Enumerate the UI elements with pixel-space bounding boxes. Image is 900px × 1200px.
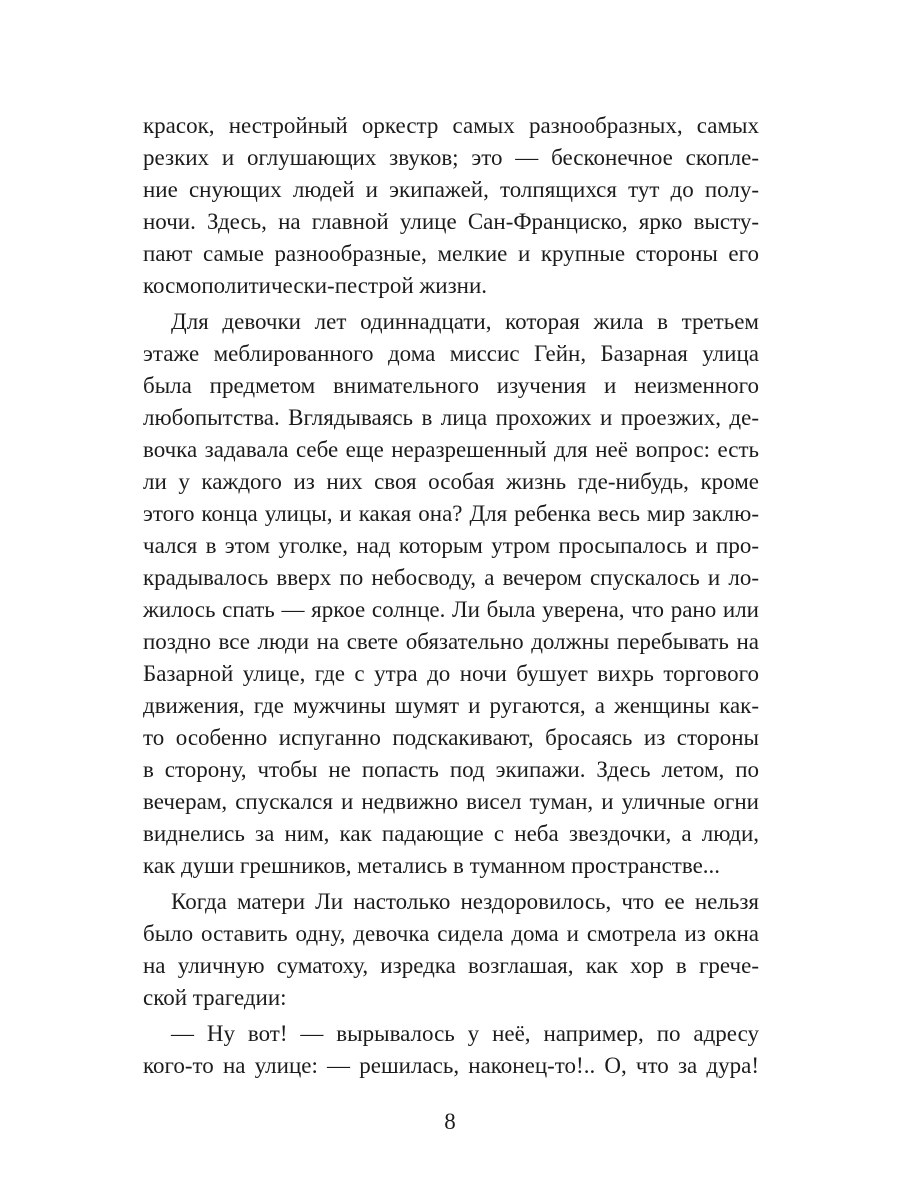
text-line: кого-то на улице: — решилась, наконец-то!.. О, что за дура! (143, 1053, 759, 1078)
text-line: резких и оглушающих звуков; это — бесконечное скопле- (143, 145, 759, 170)
text-line: движения, где мужчины шумят и ругаются, а женщины как- (143, 693, 759, 718)
text-line: чался в этом уголке, над которым утром просыпалось и про- (143, 533, 759, 558)
text-line: пают самые разнообразные, мелкие и крупные стороны его (143, 241, 759, 266)
text-line: этаже меблированного дома миссис Гейн, Базарная улица (143, 341, 759, 366)
text-line: жилось спать — яркое солнце. Ли была уверена, что рано или (143, 597, 759, 622)
text-line: как души грешников, метались в туманном пространстве... (143, 853, 721, 878)
dialogue-first-line: — Ну вот! — вырывалось у неё, например, по адресу (171, 1021, 759, 1046)
text-line: ночи. Здесь, на главной улице Сан-Франциско, ярко высту- (143, 209, 759, 234)
text-line: вечерам, спускался и недвижно висел туман, и уличные огни (143, 789, 759, 814)
text-line: любопытства. Вглядываясь в лица прохожих и проезжих, де- (143, 405, 759, 430)
text-line: то особенно испуганно подскакивают, бросаясь из стороны (143, 725, 759, 750)
text-line: космополитически-пестрой жизни. (143, 273, 488, 298)
text-line: крадывалось вверх по небосводу, а вечером спускалось и ло- (143, 565, 759, 590)
text-line: поздно все люди на свете обязательно должны перебывать на (143, 629, 759, 654)
text-line: вочка задавала себе еще неразрешенный для неё вопрос: есть (143, 437, 759, 462)
paragraph-first-line: Когда матери Ли настолько нездоровилось, что ее нельзя (171, 889, 759, 914)
paragraph-first-line: Для девочки лет одиннадцати, которая жила в третьем (171, 309, 759, 334)
text-line: ние снующих людей и экипажей, толпящихся тут до полу- (143, 177, 759, 202)
text-line: ли у каждого из них своя особая жизнь где-нибудь, кроме (143, 469, 759, 494)
text-line: этого конца улицы, и какая она? Для ребенка весь мир заклю- (143, 501, 759, 526)
text-line: было оставить одну, девочка сидела дома и смотрела из окна (143, 921, 759, 946)
text-line: Базарной улице, где с утра до ночи бушует вихрь торгового (143, 661, 759, 686)
text-line: на уличную суматоху, изредка возглашая, как хор в грече- (143, 953, 759, 978)
text-line: виднелись за ним, как падающие с неба звездочки, а люди, (143, 821, 759, 846)
text-line: в сторону, чтобы не попасть под экипажи. Здесь летом, по (143, 757, 759, 782)
text-line: была предметом внимательного изучения и неизменного (143, 373, 759, 398)
page-number: 8 (444, 1109, 456, 1134)
text-line: красок, нестройный оркестр самых разнообразных, самых (143, 113, 759, 138)
text-line: ской трагедии: (143, 985, 287, 1010)
